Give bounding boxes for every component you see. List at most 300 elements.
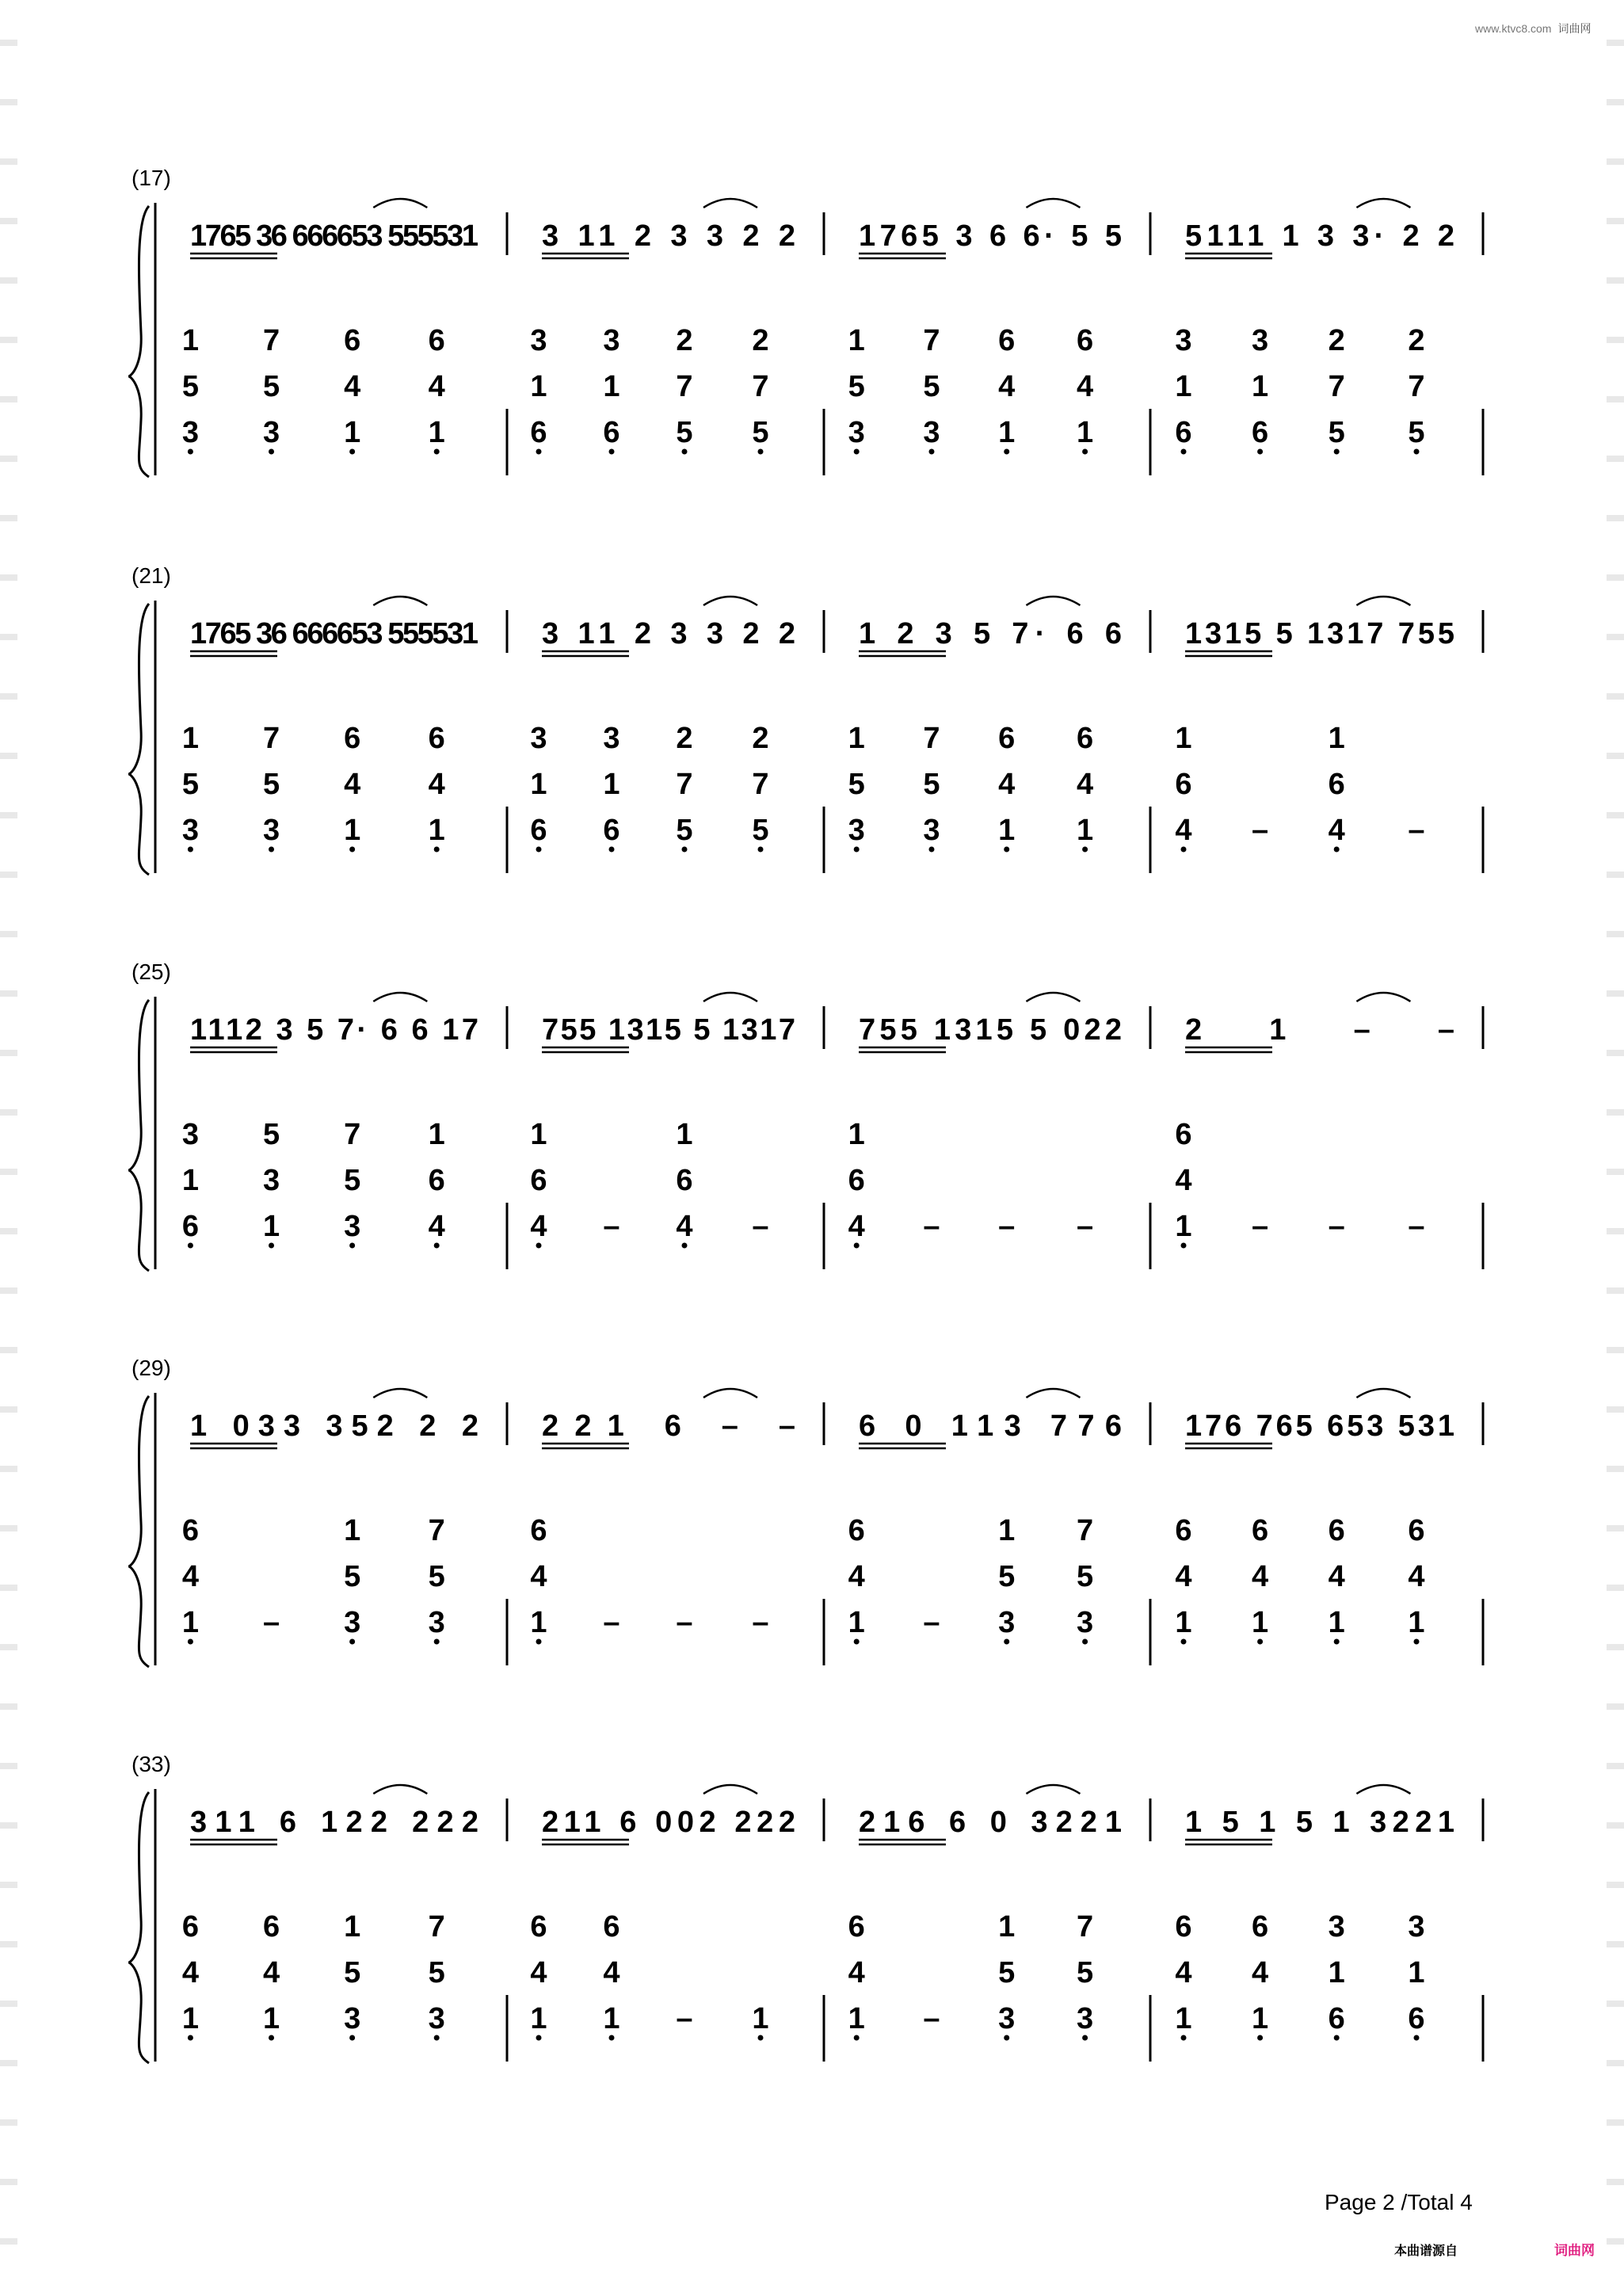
bass-note: 6 xyxy=(1328,1514,1345,1547)
bass-note: 6 xyxy=(1175,416,1192,449)
bass-note: 3 xyxy=(428,2002,445,2035)
bass-note: 5 xyxy=(848,768,865,801)
octave-dot xyxy=(609,2035,615,2041)
sustain-dash: – xyxy=(923,2002,940,2035)
octave-dot xyxy=(854,847,860,853)
bass-note: 1 xyxy=(530,370,547,403)
octave-dot xyxy=(1004,449,1009,455)
octave-dot xyxy=(682,449,688,455)
sustain-dash: – xyxy=(1252,814,1269,847)
system-number: (33) xyxy=(132,1752,171,1776)
bass-note: 1 xyxy=(848,2002,865,2035)
bass-note: 1 xyxy=(603,768,620,801)
melody-notes: 1765 36 666653 555531 xyxy=(190,617,478,650)
bass-note: 3 xyxy=(1077,1606,1094,1639)
bass-note: 6 xyxy=(676,1164,693,1197)
octave-dot xyxy=(758,847,764,853)
bass-note: 4 xyxy=(1175,1560,1192,1593)
melody-notes: 755 1315 5 1317 xyxy=(542,1013,795,1047)
bass-note: 1 xyxy=(1077,416,1094,449)
octave-dot xyxy=(854,449,860,455)
slur-arc xyxy=(703,1785,757,1794)
bass-note: 4 xyxy=(428,370,445,403)
octave-dot xyxy=(1082,449,1088,455)
bass-note: 3 xyxy=(1328,1910,1345,1943)
octave-dot xyxy=(536,449,542,455)
bass-note: 6 xyxy=(530,416,547,449)
octave-dot xyxy=(854,2035,860,2041)
octave-dot xyxy=(1334,449,1340,455)
bass-note: 5 xyxy=(923,370,940,403)
melody-notes: 176 765 653 531 xyxy=(1185,1409,1454,1443)
bass-note: 6 xyxy=(1077,722,1094,755)
slur-arc xyxy=(1026,1785,1080,1794)
bass-note: 4 xyxy=(1175,1956,1192,1989)
staff-brace xyxy=(128,604,149,875)
bass-note: 5 xyxy=(344,1560,361,1593)
melody-notes: 1 2 3 5 7· 6 6 xyxy=(859,617,1122,650)
melody-notes: 311 6 122 222 xyxy=(190,1806,478,1839)
bass-note: 1 xyxy=(1252,370,1269,403)
bass-note: 4 xyxy=(530,1210,547,1243)
bass-note: 7 xyxy=(1077,1514,1094,1547)
bass-note: 6 xyxy=(998,324,1016,357)
bass-note: 6 xyxy=(530,1910,547,1943)
slur-arc xyxy=(373,1389,427,1398)
bass-note: 7 xyxy=(428,1514,445,1547)
slur-arc xyxy=(703,1389,757,1398)
bass-note: 6 xyxy=(1252,416,1269,449)
bass-note: 1 xyxy=(344,416,361,449)
bass-note: 2 xyxy=(676,324,693,357)
bass-note: 3 xyxy=(344,2002,361,2035)
bass-note: 5 xyxy=(752,416,769,449)
octave-dot xyxy=(434,1243,440,1249)
bass-note: 1 xyxy=(1077,814,1094,847)
octave-dot xyxy=(1414,449,1420,455)
bass-note: 5 xyxy=(848,370,865,403)
bass-note: 1 xyxy=(848,1606,865,1639)
slur-arc xyxy=(1026,199,1080,208)
bass-note: 5 xyxy=(676,416,693,449)
bass-note: 1 xyxy=(1175,1210,1192,1243)
octave-dot xyxy=(1257,2035,1263,2041)
bass-note: 1 xyxy=(344,1514,361,1547)
bass-note: 6 xyxy=(1408,1514,1425,1547)
bass-note: 6 xyxy=(603,814,620,847)
bass-note: 3 xyxy=(262,416,280,449)
site-logo: 词曲网 xyxy=(1554,2243,1595,2259)
bass-note: 7 xyxy=(923,722,940,755)
bass-note: 3 xyxy=(848,814,865,847)
slur-arc xyxy=(373,199,427,208)
octave-dot xyxy=(349,2035,355,2041)
sustain-dash: – xyxy=(998,1210,1016,1243)
bass-note: 6 xyxy=(1328,2002,1345,2035)
bass-note: 1 xyxy=(1328,1606,1345,1639)
slur-arc xyxy=(1356,993,1410,1001)
page-number: Page 2 /Total 4 xyxy=(1325,2190,1473,2214)
sustain-dash: – xyxy=(1408,814,1425,847)
sustain-dash: – xyxy=(603,1210,620,1243)
bass-note: 7 xyxy=(428,1910,445,1943)
bass-note: 5 xyxy=(344,1164,361,1197)
system-number: (21) xyxy=(132,563,171,588)
bass-note: 4 xyxy=(344,768,361,801)
bass-note: 7 xyxy=(923,324,940,357)
sustain-dash: – xyxy=(923,1210,940,1243)
melody-notes: 1315 5 1317 755 xyxy=(1185,617,1454,650)
melody-notes: 755 1315 5 022 xyxy=(859,1013,1122,1047)
bass-note: 4 xyxy=(1252,1956,1269,1989)
octave-dot xyxy=(1181,449,1187,455)
octave-dot xyxy=(928,847,934,853)
slur-arc xyxy=(703,597,757,605)
octave-dot xyxy=(269,847,274,853)
bass-note: 1 xyxy=(530,1606,547,1639)
melody-notes: 221 6 – – xyxy=(542,1409,795,1443)
sustain-dash: – xyxy=(1077,1210,1094,1243)
octave-dot xyxy=(1181,1243,1187,1249)
bass-note: 4 xyxy=(181,1560,199,1593)
bass-note: 3 xyxy=(848,416,865,449)
sustain-dash: – xyxy=(262,1606,280,1639)
bass-note: 6 xyxy=(1408,2002,1425,2035)
bass-note: 1 xyxy=(530,1118,547,1151)
octave-dot xyxy=(188,847,193,853)
sustain-dash: – xyxy=(752,1606,769,1639)
bass-note: 1 xyxy=(1175,1606,1192,1639)
bass-note: 5 xyxy=(676,814,693,847)
bass-note: 4 xyxy=(1077,768,1094,801)
bass-note: 1 xyxy=(428,814,445,847)
slur-arc xyxy=(373,1785,427,1794)
bass-note: 6 xyxy=(530,814,547,847)
bass-note: 6 xyxy=(181,1910,199,1943)
bass-note: 6 xyxy=(1252,1910,1269,1943)
octave-dot xyxy=(928,449,934,455)
bass-note: 3 xyxy=(344,1606,361,1639)
site-name: 词曲网 xyxy=(1557,22,1592,35)
slur-arc xyxy=(1356,597,1410,605)
bass-note: 4 xyxy=(1328,814,1345,847)
octave-dot xyxy=(536,847,542,853)
bass-note: 1 xyxy=(262,2002,280,2035)
bass-note: 4 xyxy=(848,1210,865,1243)
bass-note: 5 xyxy=(998,1560,1016,1593)
bass-note: 3 xyxy=(603,722,620,755)
octave-dot xyxy=(854,1243,860,1249)
bass-note: 1 xyxy=(530,768,547,801)
bass-note: 5 xyxy=(428,1956,445,1989)
bass-note: 2 xyxy=(1408,324,1425,357)
bass-note: 1 xyxy=(1252,1606,1269,1639)
bass-note: 5 xyxy=(181,370,199,403)
octave-dot xyxy=(188,2035,193,2041)
octave-dot xyxy=(434,2035,440,2041)
sustain-dash: – xyxy=(923,1606,940,1639)
bass-note: 7 xyxy=(752,370,769,403)
bass-note: 4 xyxy=(848,1560,865,1593)
bass-note: 1 xyxy=(344,1910,361,1943)
bass-note: 6 xyxy=(428,324,445,357)
bass-note: 4 xyxy=(1408,1560,1425,1593)
octave-dot xyxy=(1257,449,1263,455)
bass-note: 3 xyxy=(428,1606,445,1639)
octave-dot xyxy=(1181,847,1187,853)
bass-note: 4 xyxy=(1328,1560,1345,1593)
bass-note: 4 xyxy=(1252,1560,1269,1593)
bass-note: 6 xyxy=(344,324,361,357)
bass-note: 3 xyxy=(530,324,547,357)
bass-note: 1 xyxy=(428,1118,445,1151)
octave-dot xyxy=(188,1243,193,1249)
sustain-dash: – xyxy=(1408,1210,1425,1243)
sustain-dash: – xyxy=(1328,1210,1345,1243)
octave-dot xyxy=(349,1243,355,1249)
octave-dot xyxy=(349,449,355,455)
bass-note: 1 xyxy=(181,324,199,357)
octave-dot xyxy=(609,847,615,853)
bass-note: 1 xyxy=(1408,1956,1425,1989)
octave-dot xyxy=(1414,1639,1420,1645)
bass-note: 7 xyxy=(676,370,693,403)
bass-note: 5 xyxy=(1328,416,1345,449)
bass-note: 1 xyxy=(181,722,199,755)
bass-note: 2 xyxy=(676,722,693,755)
bass-note: 1 xyxy=(848,324,865,357)
bass-note: 6 xyxy=(530,1164,547,1197)
bass-note: 6 xyxy=(1077,324,1094,357)
bass-note: 6 xyxy=(1252,1514,1269,1547)
bass-note: 4 xyxy=(428,1210,445,1243)
bass-note: 4 xyxy=(676,1210,693,1243)
melody-notes: 3 11 2 3 3 2 2 xyxy=(542,219,795,253)
bass-note: 6 xyxy=(848,1514,865,1547)
octave-dot xyxy=(349,847,355,853)
octave-dot xyxy=(1082,2035,1088,2041)
bass-note: 6 xyxy=(848,1910,865,1943)
octave-dot xyxy=(269,1243,274,1249)
bass-note: 4 xyxy=(344,370,361,403)
octave-dot xyxy=(536,2035,542,2041)
octave-dot xyxy=(188,1639,193,1645)
bass-note: 3 xyxy=(1175,324,1192,357)
sustain-dash: – xyxy=(603,1606,620,1639)
octave-dot xyxy=(682,1243,688,1249)
octave-dot xyxy=(1257,1639,1263,1645)
bass-note: 3 xyxy=(344,1210,361,1243)
bass-note: 6 xyxy=(1328,768,1345,801)
bass-note: 7 xyxy=(752,768,769,801)
octave-dot xyxy=(269,2035,274,2041)
bass-note: 3 xyxy=(181,1118,199,1151)
octave-dot xyxy=(1414,2035,1420,2041)
bass-note: 3 xyxy=(262,1164,280,1197)
octave-dot xyxy=(269,449,274,455)
sustain-dash: – xyxy=(676,2002,693,2035)
bass-note: 5 xyxy=(262,768,280,801)
melody-notes: 5111 1 3 3· 2 2 xyxy=(1185,219,1454,253)
bass-note: 3 xyxy=(262,814,280,847)
bass-note: 5 xyxy=(752,814,769,847)
bass-note: 4 xyxy=(1077,370,1094,403)
bass-note: 6 xyxy=(603,416,620,449)
bass-note: 4 xyxy=(530,1560,547,1593)
slur-arc xyxy=(1026,597,1080,605)
bass-note: 1 xyxy=(848,722,865,755)
bass-note: 1 xyxy=(181,1606,199,1639)
bass-note: 3 xyxy=(998,1606,1016,1639)
bass-note: 1 xyxy=(848,1118,865,1151)
melody-notes: 216 6 0 3221 xyxy=(859,1806,1122,1839)
melody-notes: 1 033 352 2 2 xyxy=(190,1409,478,1443)
slur-arc xyxy=(703,993,757,1001)
octave-dot xyxy=(349,1639,355,1645)
bass-note: 2 xyxy=(752,722,769,755)
bass-note: 4 xyxy=(848,1956,865,1989)
bass-note: 5 xyxy=(262,370,280,403)
bass-note: 4 xyxy=(262,1956,280,1989)
staff-brace xyxy=(128,1792,149,2063)
bass-note: 3 xyxy=(1077,2002,1094,2035)
bass-note: 6 xyxy=(1175,1514,1192,1547)
bass-note: 3 xyxy=(923,814,940,847)
bass-note: 3 xyxy=(603,324,620,357)
staff-brace xyxy=(128,206,149,477)
octave-dot xyxy=(758,2035,764,2041)
bass-note: 3 xyxy=(530,722,547,755)
melody-notes: 6 0 113 776 xyxy=(859,1409,1122,1443)
slur-arc xyxy=(373,597,427,605)
octave-dot xyxy=(1181,1639,1187,1645)
bass-note: 1 xyxy=(1175,2002,1192,2035)
bass-note: 6 xyxy=(530,1514,547,1547)
bass-note: 1 xyxy=(262,1210,280,1243)
octave-dot xyxy=(609,449,615,455)
sustain-dash: – xyxy=(676,1606,693,1639)
slur-arc xyxy=(1026,993,1080,1001)
bass-note: 6 xyxy=(1175,768,1192,801)
bass-note: 1 xyxy=(998,1514,1016,1547)
bass-note: 6 xyxy=(1175,1118,1192,1151)
site-url: www.ktvc8.com xyxy=(1475,22,1552,35)
bass-note: 1 xyxy=(530,2002,547,2035)
source-credit: 本曲谱源自 xyxy=(1394,2243,1458,2258)
sustain-dash: – xyxy=(752,1210,769,1243)
melody-notes: 211 6 002 222 xyxy=(542,1806,795,1839)
bass-note: 1 xyxy=(1328,1956,1345,1989)
bass-note: 5 xyxy=(1077,1956,1094,1989)
bass-note: 1 xyxy=(998,814,1016,847)
bass-note: 7 xyxy=(1328,370,1345,403)
bass-note: 5 xyxy=(262,1118,280,1151)
octave-dot xyxy=(1082,1639,1088,1645)
sustain-dash: – xyxy=(1252,1210,1269,1243)
bass-note: 4 xyxy=(1175,1164,1192,1197)
bass-note: 5 xyxy=(181,768,199,801)
system-number: (29) xyxy=(132,1356,171,1380)
bass-note: 6 xyxy=(428,1164,445,1197)
bass-note: 2 xyxy=(1328,324,1345,357)
octave-dot xyxy=(1334,847,1340,853)
bass-note: 5 xyxy=(923,768,940,801)
bass-note: 1 xyxy=(603,2002,620,2035)
bass-note: 1 xyxy=(603,370,620,403)
bass-note: 3 xyxy=(1252,324,1269,357)
bass-note: 5 xyxy=(1077,1560,1094,1593)
bass-note: 6 xyxy=(848,1164,865,1197)
bass-note: 4 xyxy=(428,768,445,801)
bass-note: 6 xyxy=(603,1910,620,1943)
bass-note: 1 xyxy=(344,814,361,847)
bass-note: 1 xyxy=(1252,2002,1269,2035)
bass-note: 1 xyxy=(181,1164,199,1197)
melody-notes: 1 5 1 5 1 3221 xyxy=(1185,1806,1454,1839)
bass-note: 4 xyxy=(181,1956,199,1989)
bass-note: 7 xyxy=(676,768,693,801)
octave-dot xyxy=(536,1243,542,1249)
staff-brace xyxy=(128,1396,149,1667)
bass-note: 1 xyxy=(1175,722,1192,755)
octave-dot xyxy=(1004,2035,1009,2041)
bass-note: 4 xyxy=(530,1956,547,1989)
slur-arc xyxy=(1356,1785,1410,1794)
bass-note: 5 xyxy=(344,1956,361,1989)
bass-note: 4 xyxy=(1175,814,1192,847)
bass-note: 4 xyxy=(998,370,1016,403)
bass-note: 1 xyxy=(181,2002,199,2035)
bass-note: 1 xyxy=(676,1118,693,1151)
bass-note: 6 xyxy=(262,1910,280,1943)
bass-note: 2 xyxy=(752,324,769,357)
bass-note: 3 xyxy=(181,814,199,847)
bass-note: 3 xyxy=(923,416,940,449)
octave-dot xyxy=(188,449,193,455)
bass-note: 6 xyxy=(1175,1910,1192,1943)
octave-dot xyxy=(854,1639,860,1645)
melody-notes: 2 1 – – xyxy=(1185,1013,1454,1047)
slur-arc xyxy=(1356,199,1410,208)
octave-dot xyxy=(434,449,440,455)
bass-note: 1 xyxy=(1175,370,1192,403)
slur-arc xyxy=(1026,1389,1080,1398)
bass-note: 6 xyxy=(181,1210,199,1243)
bass-note: 6 xyxy=(428,722,445,755)
octave-dot xyxy=(758,449,764,455)
bass-note: 7 xyxy=(1077,1910,1094,1943)
bass-note: 6 xyxy=(181,1514,199,1547)
bass-note: 1 xyxy=(998,1910,1016,1943)
octave-dot xyxy=(1181,2035,1187,2041)
system-number: (25) xyxy=(132,959,171,984)
octave-dot xyxy=(1004,847,1009,853)
bass-note: 1 xyxy=(998,416,1016,449)
bass-note: 7 xyxy=(262,324,280,357)
bass-note: 5 xyxy=(428,1560,445,1593)
melody-notes: 3 11 2 3 3 2 2 xyxy=(542,617,795,650)
bass-note: 7 xyxy=(1408,370,1425,403)
staff-brace xyxy=(128,1000,149,1271)
bass-note: 3 xyxy=(998,2002,1016,2035)
bass-note: 7 xyxy=(344,1118,361,1151)
octave-dot xyxy=(434,1639,440,1645)
octave-dot xyxy=(1334,1639,1340,1645)
bass-note: 3 xyxy=(181,416,199,449)
octave-dot xyxy=(536,1639,542,1645)
bass-note: 5 xyxy=(998,1956,1016,1989)
bass-note: 1 xyxy=(752,2002,769,2035)
